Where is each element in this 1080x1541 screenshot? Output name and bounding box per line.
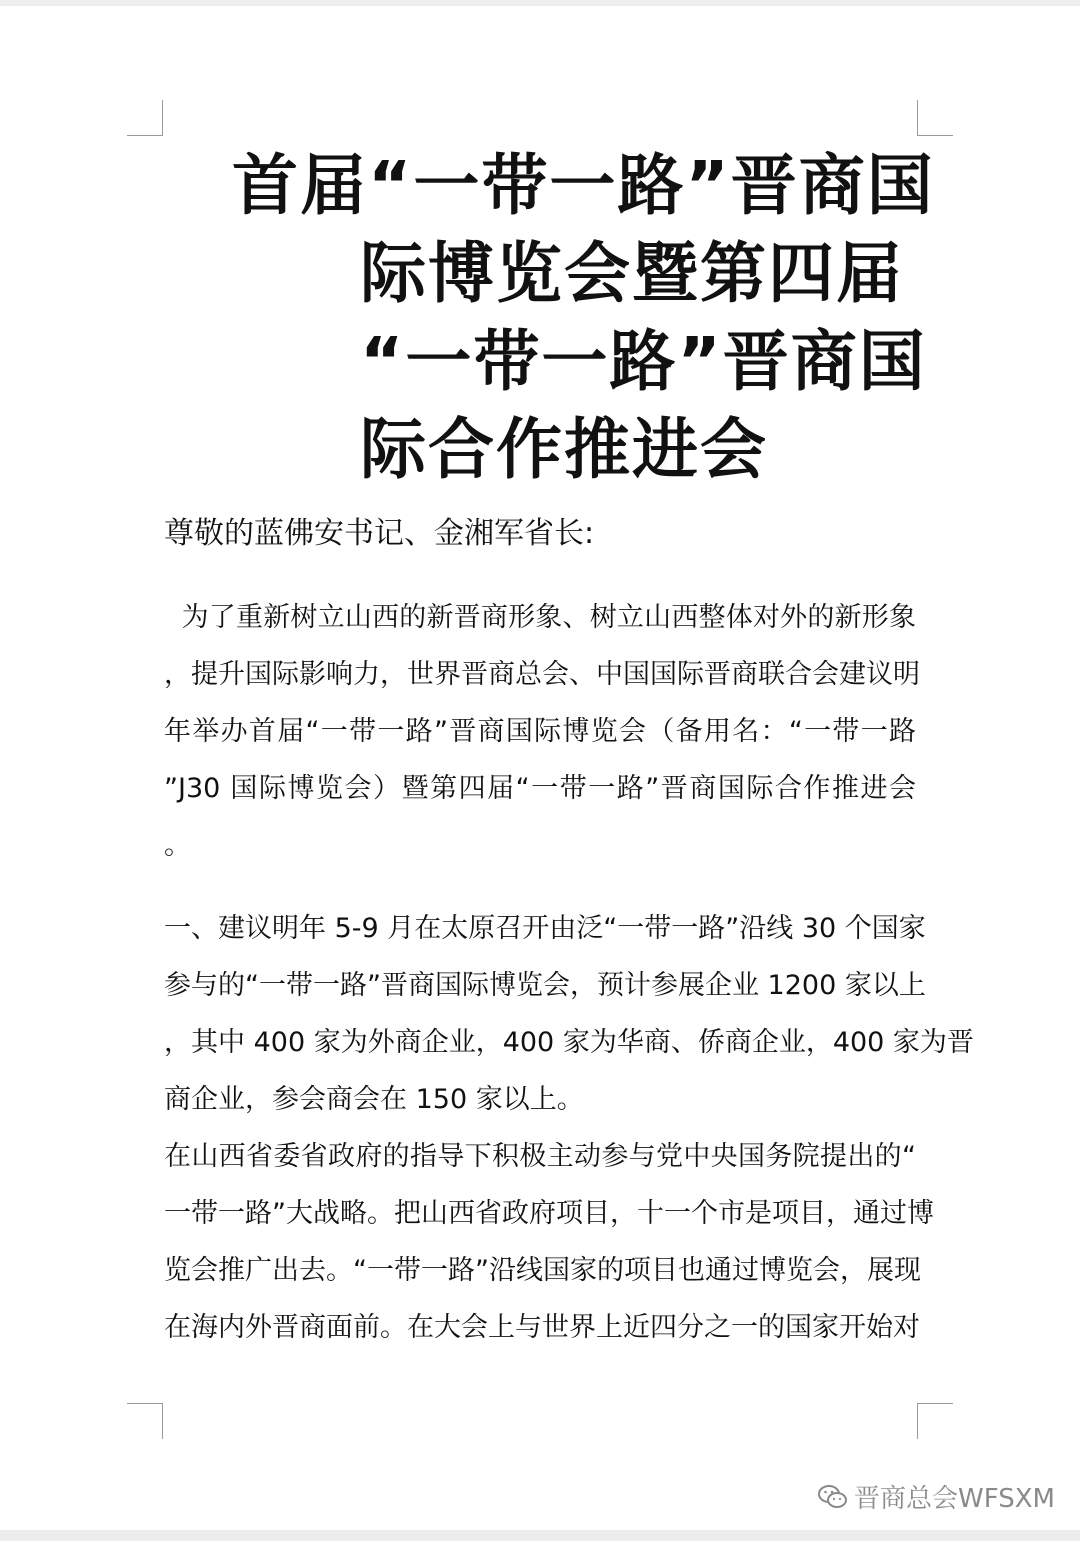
paragraph-line: 览会推广出去。“一带一路”沿线国家的项目也通过博览会，展现 <box>164 1255 921 1286</box>
paragraph-line: ，其中 400 家为外商企业，400 家为华商、侨商企业，400 家为晋 <box>164 1027 974 1058</box>
page-bottom-edge <box>0 1530 1080 1541</box>
wechat-icon <box>818 1484 848 1510</box>
paragraph-line: 一、建议明年 5-9 月在太原召开由泛“一带一路”沿线 30 个国家 <box>164 913 926 944</box>
paragraph-line: 商企业，参会商会在 150 家以上。 <box>164 1084 584 1115</box>
paragraph-line: 一带一路”大战略。把山西省政府项目，十一个市是项目，通过博 <box>164 1198 934 1229</box>
paragraph-line: 年举办首届“一带一路”晋商国际博览会（备用名：“一带一路 <box>164 716 916 747</box>
paragraph-line: 。 <box>164 830 191 861</box>
watermark <box>818 1478 1055 1515</box>
crop-mark-top-left <box>127 100 163 136</box>
title-line: 首届“一带一路”晋商国 <box>232 147 935 224</box>
crop-mark-top-right <box>917 100 953 136</box>
paragraph-proposal-one <box>164 900 974 1356</box>
paragraph-line: ”J30 国际博览会）暨第四届“一带一路”晋商国际合作推进会 <box>164 773 916 804</box>
document-title <box>200 142 935 494</box>
title-line: 际博览会暨第四届 <box>360 235 904 312</box>
paragraph-line: ，提升国际影响力，世界晋商总会、中国国际晋商联合会建议明 <box>164 659 920 690</box>
title-line: 际合作推进会 <box>360 411 768 488</box>
watermark-text: 晋商总会WFSXM <box>854 1484 1055 1514</box>
crop-mark-bottom-left <box>127 1403 163 1439</box>
title-line: “一带一路”晋商国 <box>360 323 927 400</box>
paragraph-line: 为了重新树立山西的新晋商形象、树立山西整体对外的新形象 <box>164 602 916 633</box>
paragraph-intro <box>164 589 920 874</box>
paragraph-line: 参与的“一带一路”晋商国际博览会，预计参展企业 1200 家以上 <box>164 970 926 1001</box>
paragraph-line: 在海内外晋商面前。在大会上与世界上近四分之一的国家开始对 <box>164 1312 920 1343</box>
crop-mark-bottom-right <box>917 1403 953 1439</box>
paragraph-line: 在山西省委省政府的指导下积极主动参与党中央国务院提出的“ <box>164 1141 916 1172</box>
page-top-edge <box>0 0 1080 6</box>
salutation: 尊敬的蓝佛安书记、金湘军省长: <box>164 516 595 551</box>
